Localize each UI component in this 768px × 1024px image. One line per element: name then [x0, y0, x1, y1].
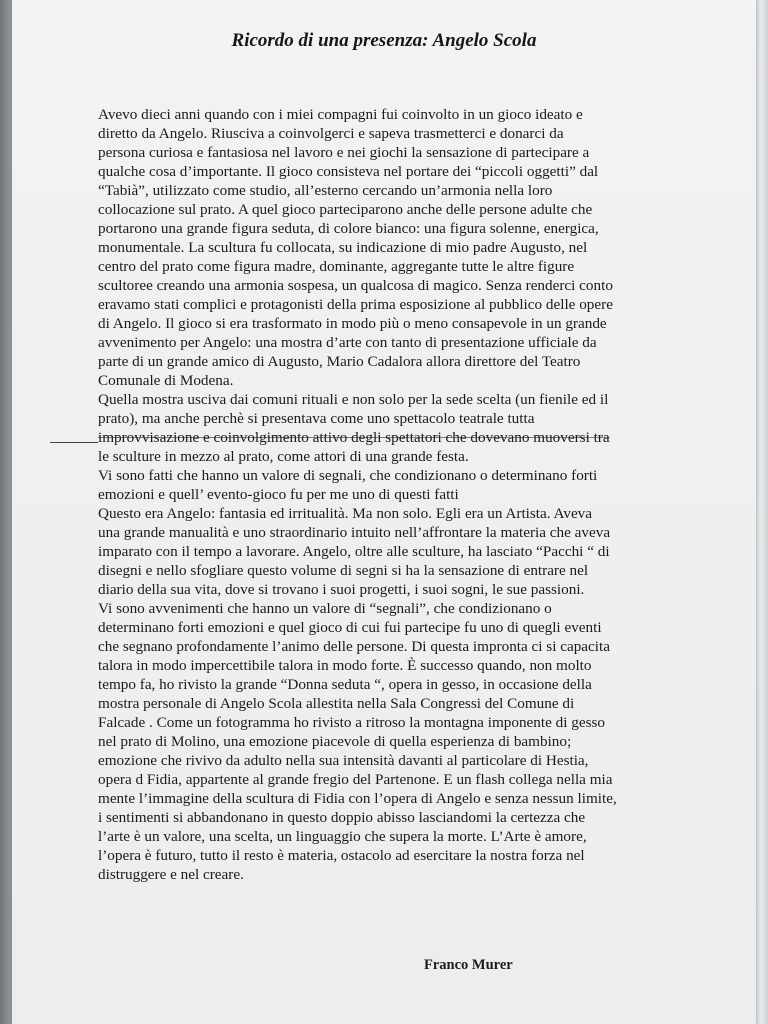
text-line: Avevo dieci anni quando con i miei compagni fui coinvolto in un gioco ideato e — [98, 106, 583, 123]
text-line: determinano forti emozioni e quel gioco di cui fui partecipe fu uno di quegli eventi — [98, 619, 602, 636]
text-line: monumentale. La scultura fu collocata, su indicazione di mio padre Augusto, nel — [98, 239, 588, 256]
text-line: persona curiosa e fantasiosa nel lavoro e nei giochi la sensazione di partecipare a — [98, 144, 590, 161]
text-line: emozioni e quell’ evento-gioco fu per me uno di questi fatti — [98, 486, 459, 503]
text-line: qualche cosa d’importante. Il gioco consisteva nel portare dei “piccoli oggetti” dal — [98, 163, 599, 180]
text-line: Comunale di Modena. — [98, 372, 234, 389]
text-line-struck: improvvisazione e coinvolgimento attivo degli spettatori che dovevano muoversi tra — [98, 429, 610, 446]
text-line: l’opera è futuro, tutto il resto è materia, ostacolo ad esercitare la nostra forza nel — [98, 847, 585, 864]
text-line: distruggere e nel creare. — [98, 866, 244, 883]
text-line: imparato con il tempo a lavorare. Angelo, oltre alle sculture, ha lasciato “Pacchi “ di — [98, 543, 610, 560]
text-line: talora in modo impercettibile talora in modo forte. È successo quando, non molto — [98, 657, 592, 674]
text-line: portarono una grande figura seduta, di colore bianco: una figura solenne, energica, — [98, 220, 599, 237]
document-body — [98, 105, 698, 884]
text-line: mostra personale di Angelo Scola allestita nella Sala Congressi del Comune di — [98, 695, 575, 712]
text-line: le sculture in mezzo al prato, come attori di una grande festa. — [98, 448, 469, 465]
margin-pen-mark — [50, 442, 98, 443]
text-line: Falcade . Come un fotogramma ho rivisto a ritroso la montagna imponente di gesso — [98, 714, 605, 731]
text-line: avvenimento per Angelo: una mostra d’arte con tanto di presentazione ufficiale da — [98, 334, 597, 351]
text-line: opera d Fidia, appartente al grande fregio del Partenone. E un flash collega nella mia — [98, 771, 613, 788]
text-line: l’arte è un valore, una scelta, un linguaggio che supera la morte. L’Arte è amore, — [98, 828, 587, 845]
text-line: di Angelo. Il gioco si era trasformato in modo più o meno consapevole in un grande — [98, 315, 607, 332]
document-title: Ricordo di una presenza: Angelo Scola — [231, 30, 537, 51]
text-line: disegni e nello sfogliare questo volume di segni si ha la sensazione di entrare nel — [98, 562, 589, 579]
text-line: parte di un grande amico di Augusto, Mario Cadalora allora direttore del Teatro — [98, 353, 581, 370]
text-line: diario della sua vita, dove si trovano i suoi progetti, i suoi sogni, le sue passioni. — [98, 581, 585, 598]
text-line: diretto da Angelo. Riusciva a coinvolgerci e sapeva trasmetterci e donarci da — [98, 125, 564, 142]
text-line: nel prato di Molino, una emozione piacevole di quella esperienza di bambino; — [98, 733, 572, 750]
text-line: mente l’immagine della scultura di Fidia con l’opera di Angelo e senza nessun limite, — [98, 790, 617, 807]
text-line: Vi sono avvenimenti che hanno un valore di “segnali”, che condizionano o — [98, 600, 552, 617]
text-line: Questo era Angelo: fantasia ed irritualità. Ma non solo. Egli era un Artista. Aveva — [98, 505, 593, 522]
text-line: collocazione sul prato. A quel gioco parteciparono anche delle persone adulte che — [98, 201, 593, 218]
text-line: Quella mostra usciva dai comuni rituali e non solo per la sede scelta (un fienile ed il — [98, 391, 609, 408]
text-line: una grande manualità e uno straordinario intuito nell’affrontare la materia che aveva — [98, 524, 611, 541]
text-line: i sentimenti si abbandonano in questo doppio abisso lasciandomi la certezza che — [98, 809, 586, 826]
text-line: scultoree creando una armonia sospesa, un qualcosa di magico. Senza renderci conto — [98, 277, 613, 294]
text-line: Vi sono fatti che hanno un valore di segnali, che condizionano o determinano forti — [98, 467, 598, 484]
text-line: emozione che rivivo da adulto nella sua intensità davanti al particolare di Hestia, — [98, 752, 589, 769]
text-line: eravamo stati complici e protagonisti della prima esposizione al pubblico delle opere — [98, 296, 613, 313]
text-line: che segnano profondamente l’animo delle persone. Di questa impronta ci si capacita — [98, 638, 610, 655]
paper-sheet — [12, 0, 756, 1024]
text-line: centro del prato come figura madre, dominante, aggregante tutte le altre figure — [98, 258, 575, 275]
text-line: “Tabià”, utilizzato come studio, all’esterno cercando un’armonia nella loro — [98, 182, 553, 199]
author-signature: Franco Murer — [424, 957, 513, 973]
text-line: prato), ma anche perchè si presentava come uno spettacolo teatrale tutta — [98, 410, 535, 427]
text-line: tempo fa, ho rivisto la grande “Donna seduta “, opera in gesso, in occasione della — [98, 676, 592, 693]
